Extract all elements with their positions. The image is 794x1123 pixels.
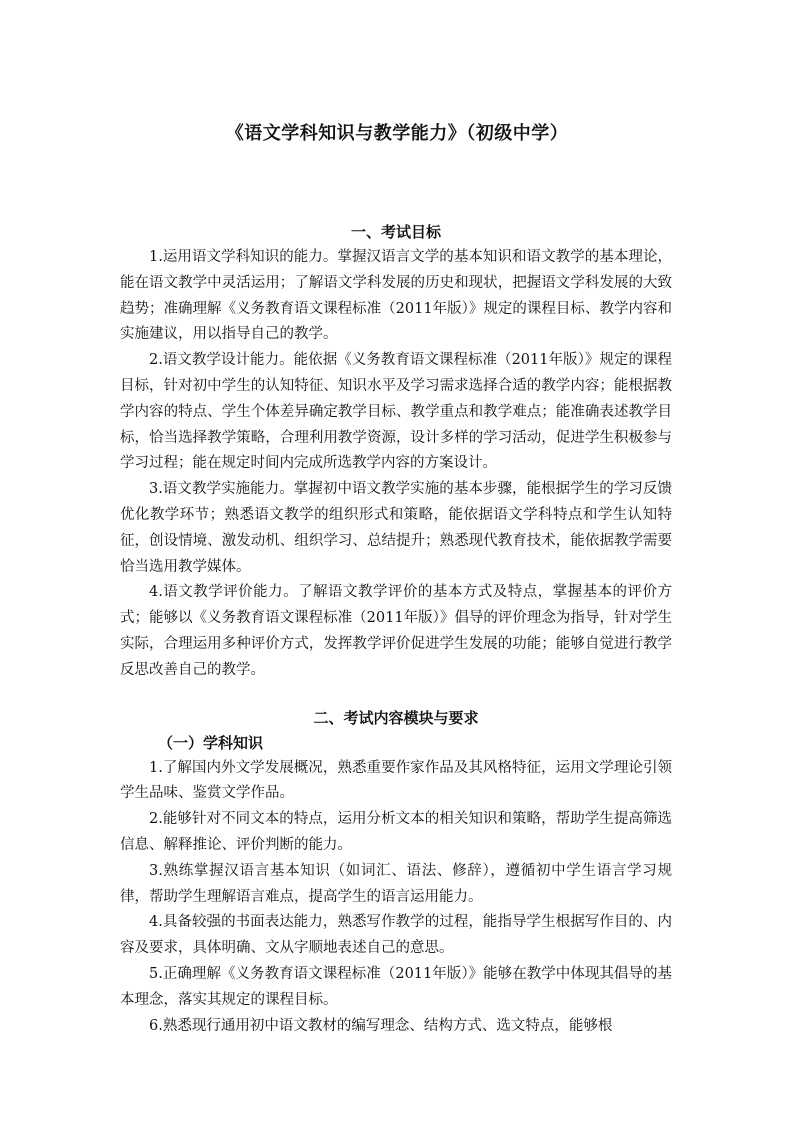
paragraph: 1.了解国内外文学发展概况，熟悉重要作家作品及其风格特征，运用文学理论引领学生品味、鉴赏文学作品。 — [120, 759, 672, 802]
paragraph: 2.语文教学设计能力。能依据《义务教育语文课程标准（2011年版）》规定的课程目标，针对初中学生的认知特征、知识水平及学习需求选择合适的教学内容；能根据教学内容的特点、学生个体差异确定教学目标、教学重点和教学难点；能准确表述教学目标，恰当选择教学策略，合理利用教学资源，设计多样的学习活动，促进学生积极参与学习过程；能在规定时间内完成所选教学内容的方案设计。 — [120, 352, 672, 472]
subsection-heading: （一）学科知识 — [158, 733, 264, 752]
paragraph: 3.熟练掌握汉语言基本知识（如词汇、语法、修辞），遵循初中学生语言学习规律，帮助学生理解语言难点，提高学生的语言运用能力。 — [120, 862, 672, 905]
document-body — [120, 220, 672, 1039]
section-exam-content — [120, 706, 672, 1040]
paragraph: 6.熟悉现行通用初中语文教材的编写理念、结构方式、选文特点，能够根 — [149, 1017, 613, 1034]
paragraph: 5.正确理解《义务教育语文课程标准（2011年版）》能够在教学中体现其倡导的基本理念，落实其规定的课程目标。 — [120, 965, 672, 1008]
paragraph: 1.运用语文学科知识的能力。掌握汉语言文学的基本知识和语文教学的基本理论，能在语文教学中灵活运用；了解语文学科发展的历史和现状，把握语文学科发展的大致趋势；准确理解《义务教育语文课程标准（2011年版）》规定的课程目标、教学内容和实施建议，用以指导自己的教学。 — [120, 249, 672, 343]
section-exam-objectives — [120, 220, 672, 684]
paragraph: 4.具备较强的书面表达能力，熟悉写作教学的过程，能指导学生根据写作目的、内容及要求，具体明确、文从字顺地表述自己的意思。 — [120, 914, 672, 957]
paragraph: 4.语文教学评价能力。了解语文教学评价的基本方式及特点，掌握基本的评价方式；能够以《义务教育语文课程标准（2011年版）》倡导的评价理念为指导，针对学生实际，合理运用多种评价方式，发挥教学评价促进学生发展的功能；能够自觉进行教学反思改善自己的教学。 — [120, 584, 672, 678]
document-title: 《语文学科知识与教学能力》（初级中学） — [225, 123, 569, 144]
paragraph: 3.语文教学实施能力。掌握初中语文教学实施的基本步骤，能根据学生的学习反馈优化教学环节；熟悉语文教学的组织形式和策略，能依据语文学科特点和学生认知特征，创设情境、激发动机、组织学习、总结提升；熟悉现代教育技术，能依据教学需要恰当选用教学媒体。 — [120, 481, 672, 575]
section-heading: 二、考试内容模块与要求 — [313, 708, 479, 727]
section-heading: 一、考试目标 — [350, 223, 441, 241]
paragraph: 2.能够针对不同文本的特点，运用分析文本的相关知识和策略，帮助学生提高筛选信息、解释推论、评价判断的能力。 — [120, 811, 672, 853]
